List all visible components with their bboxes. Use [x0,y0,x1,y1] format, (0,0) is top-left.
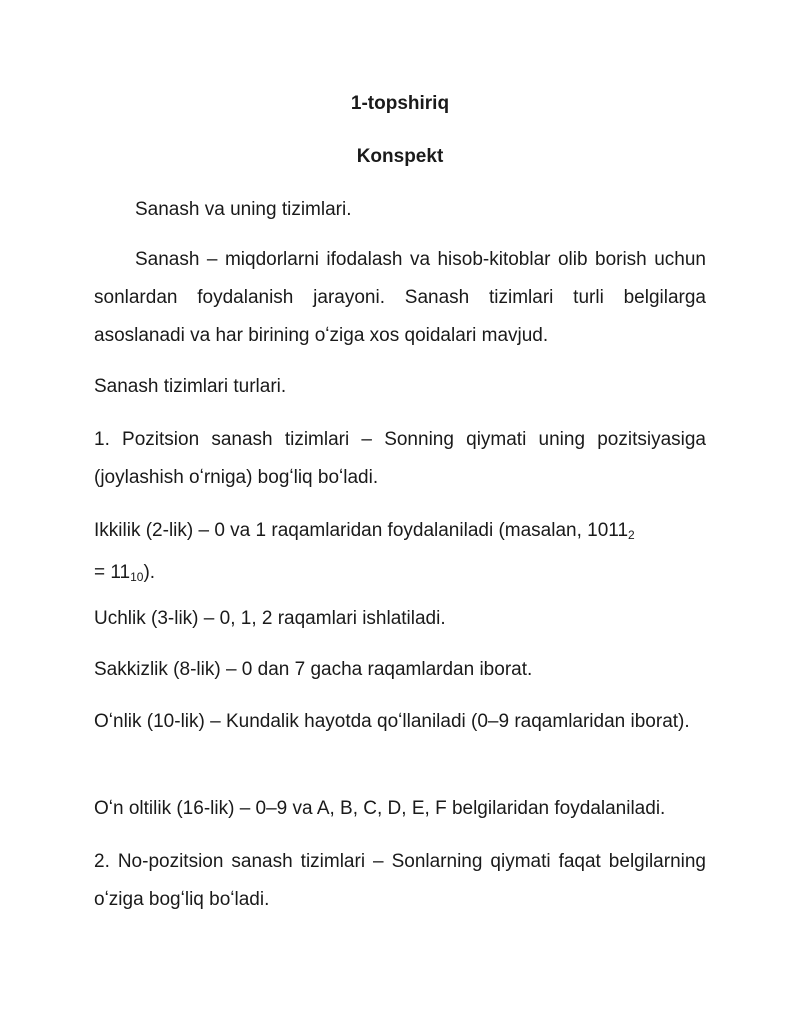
list-item-positional: 1. Pozitsion sanash tizimlari – Sonning qiymati uning pozitsiyasiga (joylashish oʻrniga) bogʻliq boʻladi. [94,429,706,488]
document-subtitle: Konspekt [356,146,444,167]
document-page [94,0,706,1035]
list-item-binary [94,512,706,596]
section-heading-counting: Sanash va uning tizimlari. [135,199,352,220]
binary-subscript-base10: 10 [130,570,144,584]
list-item-non-positional: 2. No-pozitsion sanash tizimlari – Sonlarning qiymati faqat belgilarning oʻziga bogʻliq boʻladi. [94,851,706,910]
list-item-decimal: Oʻnlik (10-lik) – Kundalik hayotda qoʻllaniladi (0–9 raqamlaridan iborat). [94,711,690,732]
list-item-ternary: Uchlik (3-lik) – 0, 1, 2 raqamlari ishlatiladi. [94,608,446,629]
binary-subscript-base2: 2 [628,528,635,542]
paragraph-counting-definition: Sanash – miqdorlarni ifodalash va hisob-kitoblar olib borish uchun sonlardan foydalanish jarayoni. Sanash tizimlari turli belgilarga asoslanadi va har birining oʻziga xos qoidalari mavjud. [94,249,706,346]
section-heading-types: Sanash tizimlari turlari. [94,376,287,397]
list-item-hexadecimal: Oʻn oltilik (16-lik) – 0–9 va A, B, C, D, E, F belgilaridan foydalaniladi. [94,798,666,819]
document-title: 1-topshiriq [350,93,450,114]
binary-text-suffix: ). [143,562,156,583]
binary-text-mid: = 11 [94,562,131,583]
list-item-octal: Sakkizlik (8-lik) – 0 dan 7 gacha raqamlardan iborat. [94,659,533,680]
binary-text-prefix: Ikkilik (2-lik) – 0 va 1 raqamlaridan foydalaniladi (masalan, 1011 [94,520,629,541]
